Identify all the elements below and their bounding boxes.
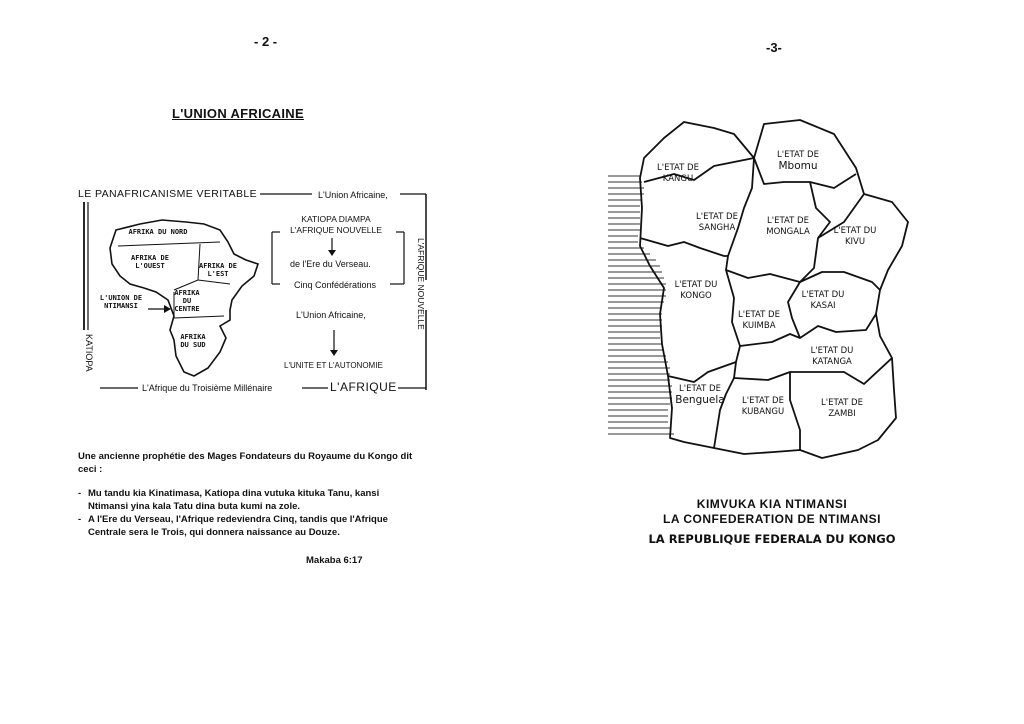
state-mbomu-name: Mbomu bbox=[778, 160, 818, 172]
panafrican-diagram bbox=[70, 180, 440, 400]
bullet-item: - Mu tandu kia Kinatimasa, Katiopa dina vutuka kituka Tanu, kansi Ntimansi yina kala Tatu dina buta kumi na zole. bbox=[78, 487, 416, 513]
region-nord: AFRIKA DU NORD bbox=[128, 228, 188, 236]
troisieme-millenaire-label: L'Afrique du Troisième Millénaire bbox=[142, 383, 273, 393]
katiopa-vertical-label: KATIOPA bbox=[84, 334, 94, 372]
state-kivu: L'ETAT DU KIVU bbox=[833, 226, 877, 247]
union-ntimansi-label: L'UNION DE NTIMANSI bbox=[99, 294, 143, 310]
state-kubangu: L'ETAT DE KUBANGU bbox=[741, 396, 785, 417]
region-centre: AFRIKA DU CENTRE bbox=[174, 289, 200, 313]
bullet-text-kikongo: Mu tandu kia Kinatimasa, Katiopa dina vutuka kituka Tanu, kansi Ntimansi yina kala Tatu dina buta kumi na zole. bbox=[88, 488, 380, 512]
bullet-text-french: A l'Ere du Verseau, l'Afrique redeviendra Cinq, tandis que l'Afrique Centrale sera le Trois, qui donnera naissance au Douze. bbox=[88, 514, 388, 538]
union-africaine-top-label: L'Union Africaine, bbox=[318, 190, 388, 200]
state-mbomu-prefix: L'ETAT DE bbox=[777, 150, 819, 160]
state-kongo: L'ETAT DU KONGO bbox=[674, 280, 718, 301]
caption-republique: LA REPUBLIQUE FEDERALA DU KONGO bbox=[648, 532, 896, 546]
union-africaine-center: L'Union Africaine, bbox=[296, 310, 366, 320]
unite-autonomie: L'UNITE ET L'AUTONOMIE bbox=[284, 361, 383, 370]
state-kuimba: L'ETAT DE KUIMBA bbox=[738, 310, 780, 331]
region-est: AFRIKA DE L'EST bbox=[199, 262, 237, 278]
afrique-bottom-label: L'AFRIQUE bbox=[330, 380, 397, 394]
state-kasai: L'ETAT DU KASAI bbox=[801, 290, 845, 311]
ere-du-verseau: de l'Ere du Verseau. bbox=[290, 259, 371, 269]
region-ouest: AFRIKA DE L'OUEST bbox=[131, 254, 169, 270]
panafricanisme-label: LE PANAFRICANISME VERITABLE bbox=[78, 188, 258, 200]
state-kangu: L'ETAT DE KANGU bbox=[657, 163, 699, 184]
state-benguela-prefix: L'ETAT DE bbox=[679, 384, 721, 394]
afrique-nouvelle-box: L'AFRIQUE NOUVELLE bbox=[290, 225, 382, 235]
state-benguela-name: Benguela bbox=[675, 394, 725, 406]
prophecy-intro: Une ancienne prophétie des Mages Fondateurs du Royaume du Kongo dit ceci : bbox=[78, 451, 413, 475]
left-page-title: L'UNION AFRICAINE bbox=[172, 106, 304, 121]
cinq-confederations: Cinq Confédérations bbox=[294, 280, 377, 290]
prophecy-bullets bbox=[78, 487, 416, 539]
caption-confederation: LA CONFEDERATION DE NTIMANSI bbox=[663, 512, 881, 526]
caption-kimvuka: KIMVUKA KIA NTIMANSI bbox=[696, 497, 848, 511]
state-zambi: L'ETAT DE ZAMBI bbox=[821, 398, 863, 419]
state-sangha: L'ETAT DE SANGHA bbox=[696, 212, 738, 233]
region-sud: AFRIKA DU SUD bbox=[180, 333, 206, 349]
makaba-reference: Makaba 6:17 bbox=[306, 555, 363, 566]
katiopa-diampa: KATIOPA DIAMPA bbox=[301, 214, 371, 224]
afrique-nouvelle-vertical-label: L'AFRIQUE NOUVELLE bbox=[416, 238, 426, 330]
state-mongala: L'ETAT DE MONGALA bbox=[766, 216, 810, 237]
right-page-number: -3- bbox=[766, 40, 782, 55]
state-katanga: L'ETAT DU KATANGA bbox=[810, 346, 854, 367]
bullet-item: - A l'Ere du Verseau, l'Afrique redeviendra Cinq, tandis que l'Afrique Centrale sera le Trois, qui donnera naissance au Douze. bbox=[78, 513, 416, 539]
left-page-number: - 2 - bbox=[254, 34, 278, 49]
